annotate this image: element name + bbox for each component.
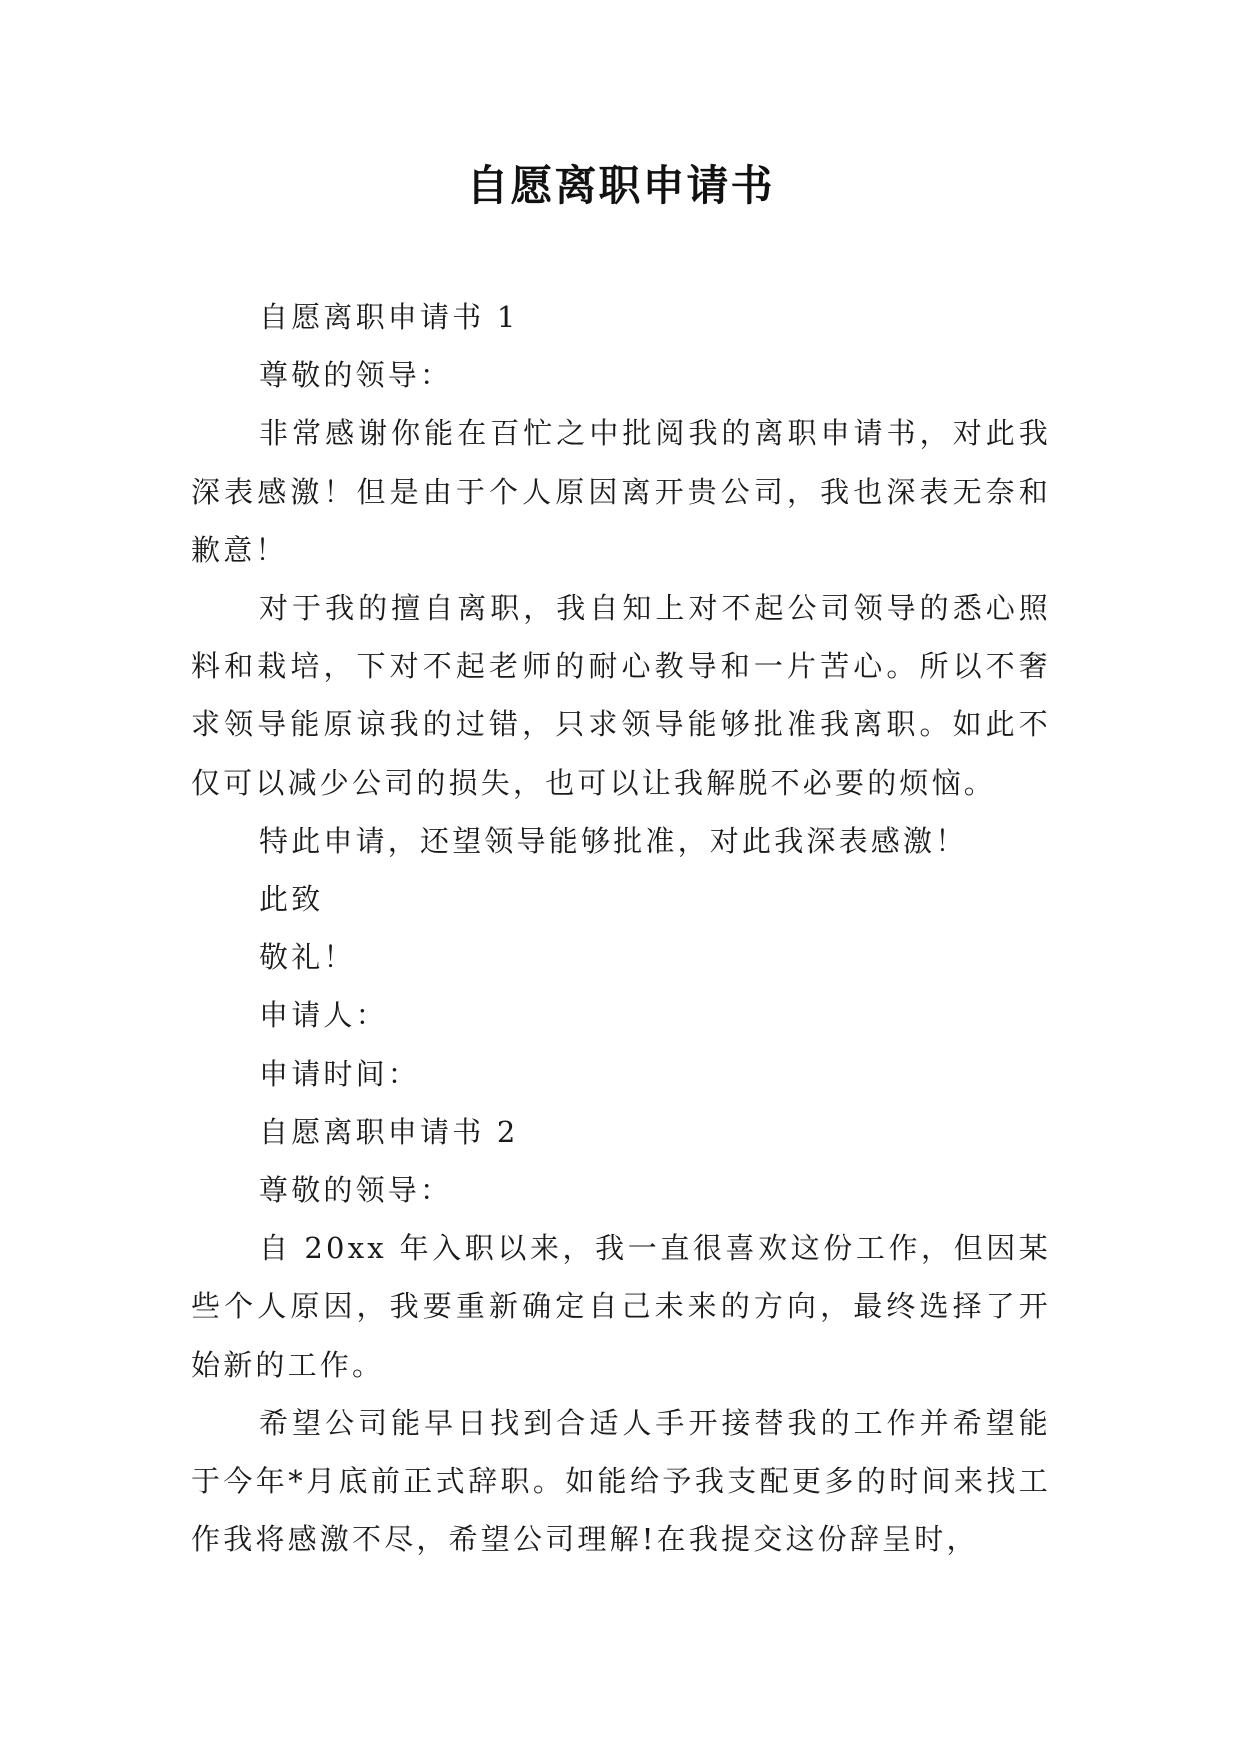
applicant-label: 申请人： [259, 998, 388, 1033]
paragraph: 希望公司能早日找到合适人手开接替我的工作并希望能于今年*月底前正式辞职。如能给予我支配更多的时间来找工作我将感激不尽，希望公司理解!在我提交这份辞呈时， [191, 1405, 1051, 1557]
paragraph: 非常感谢你能在百忙之中批阅我的离职申请书，对此我深表感激！但是由于个人原因离开贵公司，我也深表无奈和歉意！ [191, 416, 1051, 567]
document-title: 自愿离职申请书 [466, 161, 775, 210]
salutation-1: 尊敬的领导： [259, 358, 453, 393]
section-heading-1: 自愿离职申请书 1 [259, 300, 519, 334]
document-body [191, 288, 1051, 1568]
paragraph: 自 20xx 年入职以来，我一直很喜欢这份工作，但因某些个人原因，我要重新确定自己未来的方向，最终选择了开始新的工作。 [191, 1231, 1051, 1382]
closing-regards: 敬礼！ [259, 940, 356, 975]
paragraph: 特此申请，还望领导能够批准，对此我深表感激！ [259, 823, 968, 858]
paragraph: 对于我的擅自离职，我自知上对不起公司领导的悉心照料和栽培，下对不起老师的耐心教导和一片苦心。所以不奢求领导能原谅我的过错，只求领导能够批准我离职。如此不仅可以减少公司的损失，也可以让我解脱不必要的烦恼。 [191, 591, 1051, 800]
salutation-2: 尊敬的领导： [259, 1173, 453, 1208]
closing-line: 此致 [259, 882, 324, 917]
application-date-label: 申请时间： [259, 1056, 421, 1091]
section-heading-2: 自愿离职申请书 2 [259, 1114, 519, 1149]
